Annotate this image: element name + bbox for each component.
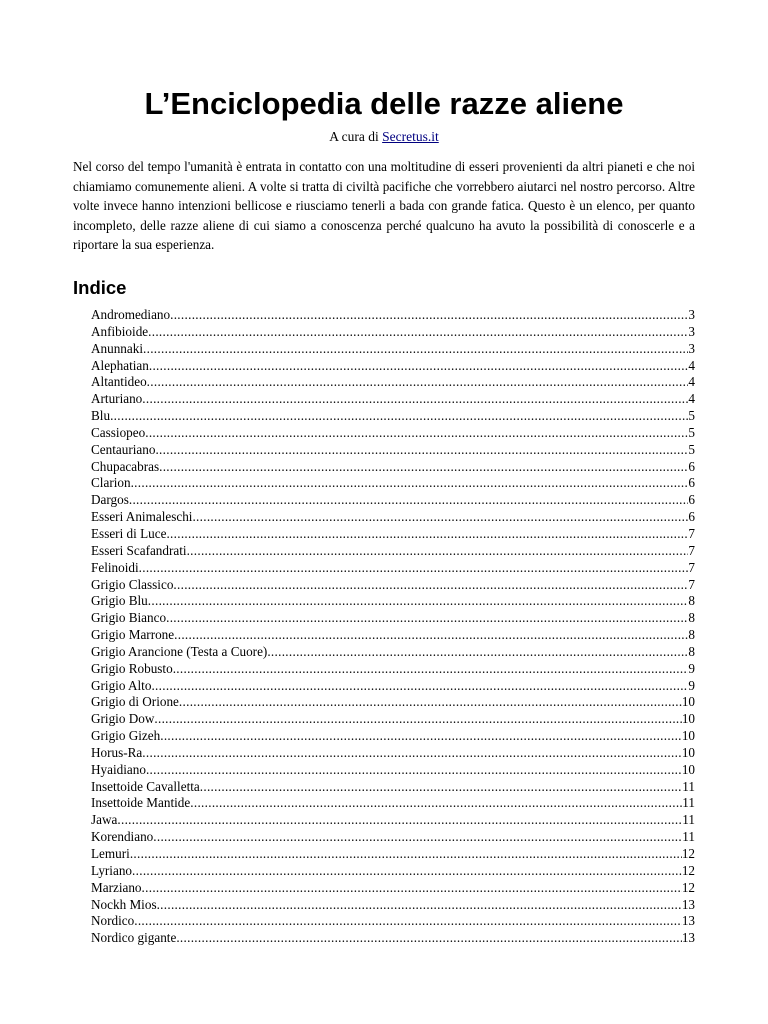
toc-entry-name: Grigio Robusto [91,660,173,676]
toc-entry-name: Hyaidiano [91,761,146,777]
toc-entry[interactable] [91,846,695,863]
toc-entry-name: Esseri Scafandrati [91,542,187,558]
toc-dot-leader [134,913,682,930]
toc-entry[interactable] [91,341,695,358]
toc-entry-page: 10 [681,761,695,777]
toc-entry-name: Marziano [91,879,142,895]
toc-entry[interactable] [91,644,695,661]
toc-entry-name: Grigio Classico [91,576,174,592]
toc-entry-page: 12 [681,879,695,895]
toc-dot-leader [159,459,688,476]
toc-entry-page: 3 [688,323,695,339]
toc-entry-name: Insettoide Cavalletta [91,778,200,794]
toc-entry-name: Insettoide Mantide [91,795,191,811]
toc-entry-name: Jawa [91,812,118,828]
toc-entry[interactable] [91,509,695,526]
toc-dot-leader [146,762,682,779]
toc-entry[interactable] [91,661,695,678]
toc-dot-leader [147,374,689,391]
toc-entry[interactable] [91,475,695,492]
toc-entry[interactable] [91,795,695,812]
toc-entry-name: Grigio di Orione [91,694,179,710]
byline-prefix: A cura di [329,129,383,144]
toc-entry[interactable] [91,627,695,644]
toc-entry-name: Anunnaki [91,340,144,356]
toc-entry[interactable] [91,577,695,594]
secretus-link[interactable]: Secretus.it [382,129,439,144]
toc-dot-leader [129,492,689,509]
toc-entry-page: 3 [688,340,695,356]
toc-entry-name: Grigio Alto [91,677,152,693]
toc-entry[interactable] [91,745,695,762]
toc-entry-page: 13 [681,930,695,946]
toc-entry-name: Nockh Mios [91,896,157,912]
toc-entry-name: Grigio Dow [91,711,155,727]
toc-entry[interactable] [91,762,695,779]
toc-entry-page: 10 [681,728,695,744]
toc-entry[interactable] [91,526,695,543]
toc-dot-leader [170,307,688,324]
toc-entry-page: 11 [682,778,695,794]
toc-entry[interactable] [91,358,695,375]
toc-dot-leader [142,880,682,897]
toc-entry-page: 10 [681,694,695,710]
toc-entry-page: 12 [681,846,695,861]
toc-entry-name: Horus-Ra [91,744,143,760]
toc-entry-page: 8 [688,627,695,643]
toc-entry[interactable] [91,897,695,914]
toc-entry[interactable] [91,408,695,425]
toc-entry-name: Grigio Marrone [91,627,175,643]
toc-dot-leader [117,812,682,829]
toc-entry-page: 6 [688,509,695,525]
toc-entry-page: 4 [688,374,695,390]
toc-entry-page: 3 [688,307,695,322]
toc-dot-leader [130,846,682,863]
toc-entry-page: 12 [681,862,695,878]
toc-entry-name: Altantideo [91,374,147,390]
toc-entry-name: Lyriano [91,862,133,878]
toc-entry-page: 9 [688,660,695,676]
toc-dot-leader [132,863,682,880]
toc-dot-leader [145,425,688,442]
toc-entry-name: Clarion [91,475,131,491]
toc-entry[interactable] [91,711,695,728]
toc-dot-leader [142,391,688,408]
toc-dot-leader [149,358,689,375]
toc-entry-name: Grigio Arancione (Testa a Cuore) [91,643,268,659]
toc-entry[interactable] [91,459,695,476]
toc-dot-leader [110,408,688,425]
toc-entry-page: 5 [688,408,695,424]
toc-dot-leader [166,526,688,543]
toc-entry-name: Blu [91,408,111,424]
toc-entry-page: 11 [682,829,695,845]
toc-entry[interactable] [91,930,695,947]
toc-entry[interactable] [91,829,695,846]
toc-dot-leader [142,745,682,762]
toc-entry-name: Esseri Animaleschi [91,509,193,525]
toc-entry-name: Arturiano [91,391,143,407]
toc-entry[interactable] [91,560,695,577]
toc-entry[interactable] [91,779,695,796]
toc-dot-leader [173,661,689,678]
toc-entry-page: 7 [688,542,695,558]
toc-entry[interactable] [91,812,695,829]
toc-entry-name: Dargos [91,492,129,508]
toc-dot-leader [157,897,682,914]
toc-entry-page: 6 [688,475,695,491]
toc-entry-page: 11 [682,795,695,811]
toc-entry-name: Esseri di Luce [91,525,167,541]
toc-entry-page: 8 [688,593,695,609]
toc-entry[interactable] [91,425,695,442]
toc-entry-name: Alephatian [91,357,149,373]
toc-entry-name: Grigio Blu [91,593,148,609]
toc-entry-page: 13 [681,913,695,929]
toc-dot-leader [179,694,682,711]
table-of-contents [91,307,695,947]
toc-entry-page: 13 [681,896,695,912]
toc-entry[interactable] [91,307,695,324]
toc-entry-name: Lemuri [91,846,130,861]
index-heading: Indice [73,277,127,298]
toc-entry[interactable] [91,593,695,610]
toc-entry-name: Chupacabras [91,458,160,474]
toc-entry-name: Andromediano [91,307,171,322]
toc-entry-page: 7 [688,559,695,575]
toc-entry-page: 9 [688,677,695,693]
toc-dot-leader [143,341,688,358]
toc-entry[interactable] [91,694,695,711]
toc-entry[interactable] [91,678,695,695]
toc-dot-leader [148,324,688,341]
toc-entry-page: 5 [688,424,695,440]
toc-dot-leader [173,577,688,594]
toc-entry[interactable] [91,391,695,408]
toc-entry[interactable] [91,880,695,897]
toc-entry[interactable] [91,728,695,745]
toc-entry[interactable] [91,324,695,341]
toc-entry-page: 4 [688,357,695,373]
toc-dot-leader [139,560,689,577]
toc-entry-page: 8 [688,610,695,626]
toc-dot-leader [187,543,689,560]
toc-dot-leader [160,728,682,745]
toc-dot-leader [190,795,682,812]
toc-dot-leader [166,610,688,627]
toc-dot-leader [176,930,681,947]
toc-dot-leader [154,711,681,728]
byline [73,128,695,146]
toc-entry-page: 10 [681,711,695,727]
toc-dot-leader [192,509,688,526]
toc-entry-page: 7 [688,576,695,592]
toc-entry-name: Cassiopeo [91,424,146,440]
toc-entry-name: Nordico gigante [91,930,177,946]
toc-entry[interactable] [91,610,695,627]
toc-entry[interactable] [91,374,695,391]
toc-entry-page: 10 [681,744,695,760]
intro-paragraph: Nel corso del tempo l'umanità è entrata in contatto con una moltitudine di esseri provenienti da altri pianeti e che noi chiamiamo comunemente alieni. A volte si tratta di civiltà pacifiche che vorrebbero aiutarci nel nostro percorso. Altre volte invece hanno intenzioni bellicose e riusciamo tenerli a bada con grande fatica. Questo è un elenco, per quanto incompleto, delle razze aliene di cui siamo a conoscenza perché qualcuno ha avuto la possibilità di conoscerle e a riportare la sua esperienza. [73,159,695,252]
toc-entry-name: Grigio Gizeh [91,728,161,744]
toc-entry-name: Nordico [91,913,135,929]
toc-entry[interactable] [91,863,695,880]
toc-dot-leader [267,644,688,661]
toc-entry-page: 5 [688,441,695,457]
toc-entry-page: 8 [688,643,695,659]
toc-dot-leader [148,593,689,610]
toc-entry[interactable] [91,543,695,560]
toc-dot-leader [131,475,689,492]
toc-dot-leader [151,678,688,695]
toc-entry-name: Korendiano [91,829,154,845]
toc-entry-page: 7 [688,525,695,541]
toc-entry-name: Centauriano [91,441,156,457]
toc-entry-page: 11 [682,812,695,828]
toc-entry-page: 6 [688,492,695,508]
toc-entry-page: 6 [688,458,695,474]
document-title: L’Enciclopedia delle razze aliene [144,86,624,121]
toc-dot-leader [155,442,688,459]
toc-dot-leader [174,627,688,644]
toc-entry-name: Anfibioide [91,323,149,339]
toc-dot-leader [153,829,682,846]
toc-entry-name: Grigio Bianco [91,610,167,626]
toc-entry-page: 4 [688,391,695,407]
toc-entry[interactable] [91,492,695,509]
toc-entry[interactable] [91,913,695,930]
toc-dot-leader [200,779,683,796]
toc-entry[interactable] [91,442,695,459]
toc-entry-name: Felinoidi [91,559,139,575]
